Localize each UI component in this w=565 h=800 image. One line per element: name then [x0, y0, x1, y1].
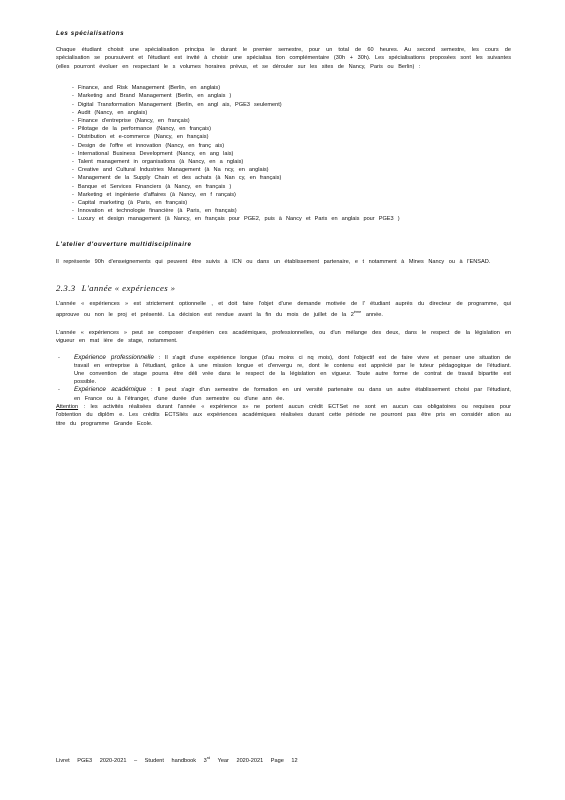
heading-specialisations: Les spécialisations [56, 30, 125, 37]
experiences-paragraph-2: L'année « expériences » peut se composer d'expérien ces académiques, professionnelles, ou d'un mélange des deux, dans le respect de la législation en vigueur en mat ière de stage, notamment. [56, 329, 511, 345]
footer-page: Year 2020-2021 Page 12 [210, 757, 298, 764]
specialisation-item: - Marketing et ingénierie d'affaires (à Nancy, en f rançais) [72, 191, 236, 198]
specialisation-item: - Digital Transformation Management (Berlin, en angl ais, PGE3 seulement) [72, 101, 282, 108]
attention-text: : les activités réalisées durant l'année « expérience s» ne portent aucun crédit ECTSet ne sont en aucun cas obligatoires ou requises pour l'obtention du diplôm e. Les crédits ECTSliés aux expériences académiques réalisées durant cette période ne pourront pas être pris en considér ation au titre du programme Grande Ecole. [56, 403, 511, 427]
specialisation-item: - Creative and Cultural Industries Management (à Na ncy, en anglais) [72, 167, 269, 174]
specialisation-item: - Finance d'entreprise (Nancy, en français) [72, 118, 190, 125]
atelier-text: Il représente 90h d'enseignements qui peuvent être suivis à ICN ou dans un établissement partenaire, e t notamment à Mines Nancy ou à l'ENSAD. [56, 258, 491, 265]
specialisation-item: - Distribution et e-commerce (Nancy, en français) [72, 134, 209, 141]
specialisation-item: - Talent management in organisations (à Nancy, en a nglais) [72, 159, 244, 166]
experiences-p1-end: année. [361, 312, 383, 319]
footer-text: Livret PGE3 2020-2021 – Student handbook 3 [56, 757, 207, 764]
attention-label: Attention [56, 403, 79, 410]
specialisation-item: - Luxury et design management (à Nancy, en français pour PGE2, puis à Nancy et Paris en anglais pour PGE3 ) [72, 216, 400, 223]
experiences-paragraph-1 [56, 300, 511, 320]
specialisations-list [56, 84, 511, 223]
specialisation-item: - Design de l'offre et innovation (Nancy, en franç ais) [72, 142, 225, 149]
experiences-p1-text: L'année « expériences » est strictement optionnelle , et doit faire l'objet d'une demande motivée de l' étudiant auprès du directeur de programme, qui approuve ou non le proj et présenté. La décision est rendue avant la fin du mois de juillet de la 2 [56, 301, 511, 319]
superscript-eme: ème [353, 310, 362, 315]
specialisation-item: - Management de la Supply Chain et des achats (à Nan cy, en français) [72, 175, 282, 182]
experiences-bullets [56, 354, 511, 403]
bullet-dash: - [58, 387, 60, 394]
bullet-text: : Il peut s'agir d'un semestre de formation en uni versité partenaire ou dans un autre établissement choisi par l'étudiant, en France ou à l'étranger, d'une durée d'un semestre ou d'une ann ée. [74, 387, 511, 402]
bullet-experience-academique [56, 386, 511, 402]
specialisation-item: - Innovation et technologie financière (à Paris, en français) [72, 208, 237, 215]
document-page [56, 30, 511, 428]
section-title: L'année « expériences » [81, 283, 176, 294]
section-number: 2.3.3 [56, 283, 76, 294]
bullet-label: Expérience académique [74, 386, 147, 394]
specialisation-item: - Finance, and Risk Management (Berlin, en anglais) [72, 85, 221, 92]
page-footer [56, 756, 298, 764]
bullet-experience-professionnelle [56, 354, 511, 387]
specialisation-item: - Pilotage de la performance (Nancy, en français) [72, 126, 211, 133]
specialisation-item: - International Business Development (Nancy, en ang lais) [72, 150, 234, 157]
specialisation-item: - Capital marketing (à Paris, en français) [72, 200, 188, 207]
heading-experiences [56, 283, 511, 293]
attention-paragraph [56, 403, 511, 428]
specialisation-item: - Audit (Nancy, en anglais) [72, 109, 148, 116]
heading-atelier: L'atelier d'ouverture multidisciplinaire [56, 240, 192, 248]
specialisation-item: - Banque et Services Financiers (à Nancy, en français ) [72, 183, 232, 190]
bullet-label: Expérience professionnelle [74, 353, 154, 361]
specialisation-item: - Marketing and Brand Management (Berlin, en anglais ) [72, 93, 232, 100]
bullet-dash: - [58, 354, 60, 361]
footer-superscript: rd [206, 756, 211, 760]
bullet-text: : Il s'agit d'une expérience longue (d'au moins ci nq mois), dont l'objectif est de faire vivre et penser une situation de travail en entreprise à l'étudiant, grâce à une mission longue et d'envergu re, dont le contenu est apprécié par le tuteur pédagogique de l'étudiant. Une convention de stage pourra être déli vrée dans le respect de la législation en vigueur. Toute autre forme de contrat de travail bipartite est possible. [74, 354, 511, 386]
specialisations-intro: Chaque étudiant choisit une spécialisation principa le durant le premier semestre, pour un total de 60 heures. Au second semestre, les cours de spécialisation se poursuivent et l'étudiant est invité à choisir une spécialisa tion complémentaire (30h + 30h). Les spécialisations proposées sont les suivantes (elles pourront évoluer en respectant le s volumes horaires prévus, et se dérouler sur les sites de Nancy, Paris ou Berlin) : [56, 47, 511, 70]
